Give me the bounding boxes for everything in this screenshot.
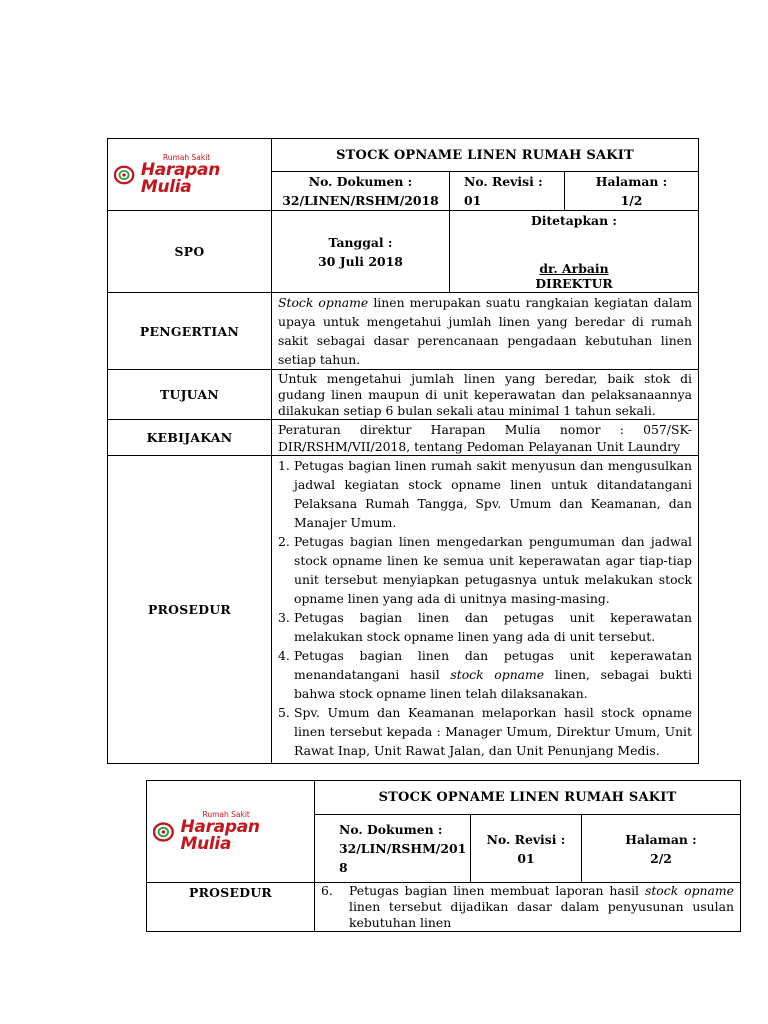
prosedur-step-6 <box>315 883 741 932</box>
tanggal-cell <box>272 211 450 293</box>
halaman-label: Halaman : <box>595 174 668 189</box>
ditetapkan-cell <box>450 211 699 293</box>
prosedur-label-2: PROSEDUR <box>147 883 315 932</box>
no-revisi-cell-2 <box>471 815 582 883</box>
no-revisi-label: No. Revisi : <box>464 174 543 189</box>
logo-subtitle: Rumah Sakit <box>202 809 250 819</box>
halaman-label: Halaman : <box>625 831 697 847</box>
document-title-2: STOCK OPNAME LINEN RUMAH SAKIT <box>315 781 741 815</box>
pengertian-body: linen merupakan suatu rangkaian kegiatan dalam upaya untuk mengetahui jumlah linen yang beredar di rumah sakit sebagai dasar perencanaan pengadaan kebutuhan linen setiap tahun. <box>278 295 693 367</box>
no-revisi-cell <box>450 172 565 211</box>
hospital-logo <box>114 154 265 196</box>
no-dokumen-cell <box>272 172 450 211</box>
kebijakan-label: KEBIJAKAN <box>108 420 272 456</box>
pengertian-italic: Stock opname <box>278 295 369 310</box>
halaman-value: 2/2 <box>650 850 672 866</box>
no-dokumen-label: No. Dokumen : <box>308 174 413 189</box>
no-dokumen-value-line2: 8 <box>339 860 348 875</box>
kebijakan-text: Peraturan direktur Harapan Mulia nomor : 057/SK-DIR/RSHM/VII/2018, tentang Pedoman Pelayanan Unit Laundry <box>272 420 699 456</box>
signer-title: DIREKTUR <box>535 276 613 291</box>
logo-name: Harapan Mulia <box>180 816 260 854</box>
halaman-value: 1/2 <box>620 193 643 208</box>
pengertian-text <box>272 293 699 370</box>
tanggal-label: Tanggal : <box>328 234 393 250</box>
no-revisi-value: 01 <box>517 850 535 866</box>
ditetapkan-label: Ditetapkan : <box>531 213 617 228</box>
prosedur-list-cell <box>272 456 699 764</box>
logo-name: Harapan Mulia <box>140 159 221 197</box>
prosedur-list <box>278 456 692 760</box>
spo-table-page-1 <box>107 138 699 764</box>
no-revisi-value: 01 <box>464 193 482 208</box>
prosedur-step-1: 1. Petugas bagian linen rumah sakit menyusun dan mengusulkan jadwal kegiatan stock opname linen untuk ditandatangani Pelaksana Rumah Tangga, Spv. Umum dan Keamanan, dan Manajer Umum. <box>278 458 692 530</box>
prosedur-step-4: 4. Petugas bagian linen dan petugas unit keperawatan menandatangani hasil stock opname linen, sebagai bukti bahwa stock opname linen telah dilaksanakan. <box>278 648 692 701</box>
prosedur-label: PROSEDUR <box>108 456 272 764</box>
tujuan-text: Untuk mengetahui jumlah linen yang beredar, baik stok di gudang linen maupun di unit keperawatan dan pelaksanaannya dilakukan setiap 6 bulan sekali atau minimal 1 tahun sekali. <box>272 370 699 420</box>
no-dokumen-value: 32/LINEN/RSHM/2018 <box>282 193 439 208</box>
signer-name: dr. Arbain <box>539 261 609 276</box>
hospital-logo-2 <box>153 811 308 853</box>
no-revisi-label: No. Revisi : <box>486 831 566 847</box>
step-6-text: Petugas bagian linen membuat laporan hasil stock opname linen tersebut dijadikan dasar dalam penyusunan usulan kebutuhan linen <box>349 883 734 930</box>
spo-label: SPO <box>108 211 272 293</box>
no-dokumen-value-line1: 32/LIN/RSHM/201 <box>339 841 467 856</box>
prosedur-step-2: 2. Petugas bagian linen mengedarkan pengumuman dan jadwal stock opname linen ke semua unit keperawatan agar tiap-tiap unit tersebut menyiapkan petugasnya untuk melakukan stock opname linen yang ada di unitnya masing-masing. <box>278 534 692 606</box>
spo-table-page-2 <box>146 780 741 932</box>
no-dokumen-label: No. Dokumen : <box>339 822 443 837</box>
prosedur-step-5: 5. Spv. Umum dan Keamanan melaporkan hasil stock opname linen tersebut kepada : Manager Umum, Direktur Umum, Unit Rawat Inap, Unit Rawat Jalan, dan Unit Penunjang Medis. <box>278 705 692 758</box>
no-dokumen-cell-2 <box>315 815 471 883</box>
hospital-logo-icon <box>153 821 177 843</box>
tanggal-value: 30 Juli 2018 <box>318 253 403 269</box>
logo-cell <box>108 139 272 211</box>
step-6-number: 6. <box>321 883 333 898</box>
halaman-cell-2 <box>582 815 741 883</box>
prosedur-step-3: 3. Petugas bagian linen dan petugas unit keperawatan melakukan stock opname linen yang ada di unit tersebut. <box>278 610 692 644</box>
pengertian-label: PENGERTIAN <box>108 293 272 370</box>
document-title: STOCK OPNAME LINEN RUMAH SAKIT <box>272 139 699 172</box>
logo-subtitle: Rumah Sakit <box>162 152 211 162</box>
halaman-cell <box>565 172 699 211</box>
tujuan-label: TUJUAN <box>108 370 272 420</box>
hospital-logo-icon <box>114 164 138 186</box>
logo-cell-2 <box>147 781 315 883</box>
